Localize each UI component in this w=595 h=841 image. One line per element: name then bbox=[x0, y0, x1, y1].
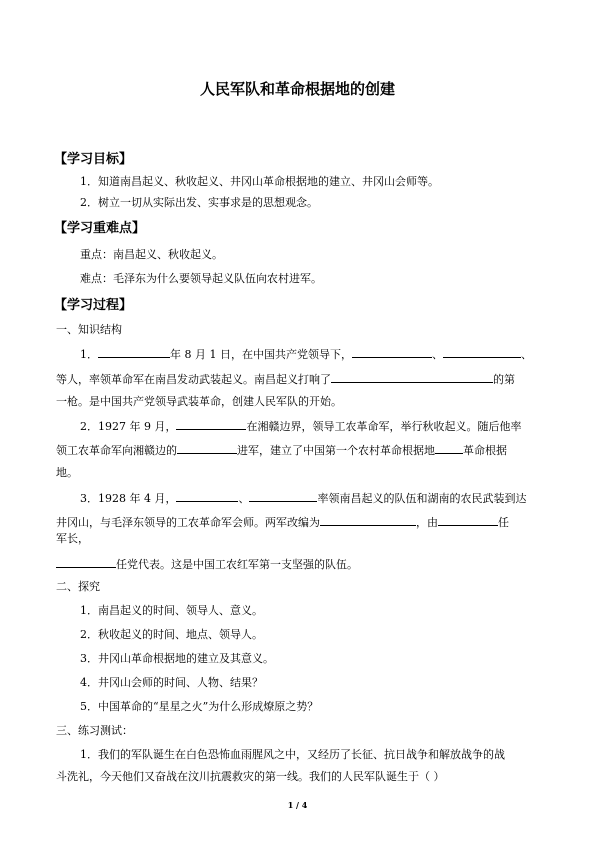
explore-item: 5．中国革命的“星星之火”为什么形成燎原之势？ bbox=[80, 700, 319, 713]
key-point-difficulty: 难点：毛泽东为什么要领导起义队伍向农村进军。 bbox=[80, 272, 322, 285]
explore-item: 3．井冈山革命根据地的建立及其意义。 bbox=[80, 652, 274, 665]
page-number: 1 / 4 bbox=[287, 800, 308, 810]
section-heading-process: 【学习过程】 bbox=[54, 298, 133, 313]
section-heading-goals: 【学习目标】 bbox=[54, 152, 133, 167]
explore-item: 1．南昌起义的时间、领导人、意义。 bbox=[80, 604, 263, 617]
answer-blank[interactable] bbox=[56, 556, 116, 568]
exercise-1-line-2: 斗洗礼，今天他们又奋战在汶川抗震救灾的第一线。我们的人民军队诞生于（ ） bbox=[56, 770, 445, 783]
goal-item: 2．树立一切从实际出发、实事求是的思想观念。 bbox=[80, 196, 318, 209]
question-1-line-2: 等人，率领革命军在南昌发动武装起义。南昌起义打响了 的第 bbox=[56, 373, 515, 386]
question-2-line-1: 2．1927 年 9 月， 在湘赣边界，领导工农革命军，举行秋收起义。随后他率 bbox=[80, 420, 522, 433]
question-2-line-3: 地。 bbox=[56, 466, 78, 479]
key-point-focus: 重点：南昌起义、秋收起义。 bbox=[80, 248, 223, 261]
part3-heading: 三、练习测试： bbox=[56, 724, 133, 737]
answer-blank[interactable] bbox=[435, 442, 463, 454]
question-3-line-2: 井冈山，与毛泽东领导的工农革命军会师。两军改编为 ，由 任 bbox=[56, 516, 509, 529]
question-3-line-3: 军长， bbox=[56, 532, 89, 545]
answer-blank[interactable] bbox=[98, 346, 170, 358]
question-1-line-1: 1． 年 8 月 1 日，在中国共产党领导下， 、 、 bbox=[80, 348, 532, 361]
answer-blank[interactable] bbox=[176, 418, 246, 430]
part1-heading: 一、知识结构 bbox=[56, 323, 122, 336]
answer-blank[interactable] bbox=[352, 346, 432, 358]
answer-blank[interactable] bbox=[331, 371, 493, 383]
question-2-line-2: 领工农革命军向湘赣边的 进军，建立了中国第一个农村革命根据地 革命根据 bbox=[56, 444, 507, 457]
question-1-line-3: 一枪。是中国共产党领导武装革命，创建人民军队的开始。 bbox=[56, 395, 342, 408]
goal-item: 1．知道南昌起义、秋收起义、井冈山革命根据地的建立、井冈山会师等。 bbox=[80, 175, 439, 188]
section-heading-key: 【学习重难点】 bbox=[54, 221, 146, 236]
exercise-1-line-1: 1．我们的军队诞生在白色恐怖血雨腥风之中，又经历了长征、抗日战争和解放战争的战 bbox=[80, 748, 505, 761]
answer-blank[interactable] bbox=[443, 346, 521, 358]
answer-blank[interactable] bbox=[177, 442, 237, 454]
question-3-line-4: 任党代表。这是中国工农红军第一支坚强的队伍。 bbox=[56, 556, 358, 572]
page-title: 人民军队和革命根据地的创建 bbox=[199, 80, 395, 98]
part2-heading: 二、探究 bbox=[56, 580, 100, 593]
explore-item: 2．秋收起义的时间、地点、领导人。 bbox=[80, 628, 263, 641]
answer-blank[interactable] bbox=[438, 514, 498, 526]
answer-blank[interactable] bbox=[176, 490, 238, 502]
question-3-line-1: 3．1928 年 4 月， 、 率领南昌起义的队伍和湖南的农民武装到达 bbox=[80, 492, 527, 505]
explore-item: 4．井冈山会师的时间、人物、结果？ bbox=[80, 676, 263, 689]
answer-blank[interactable] bbox=[249, 490, 317, 502]
answer-blank[interactable] bbox=[320, 514, 416, 526]
